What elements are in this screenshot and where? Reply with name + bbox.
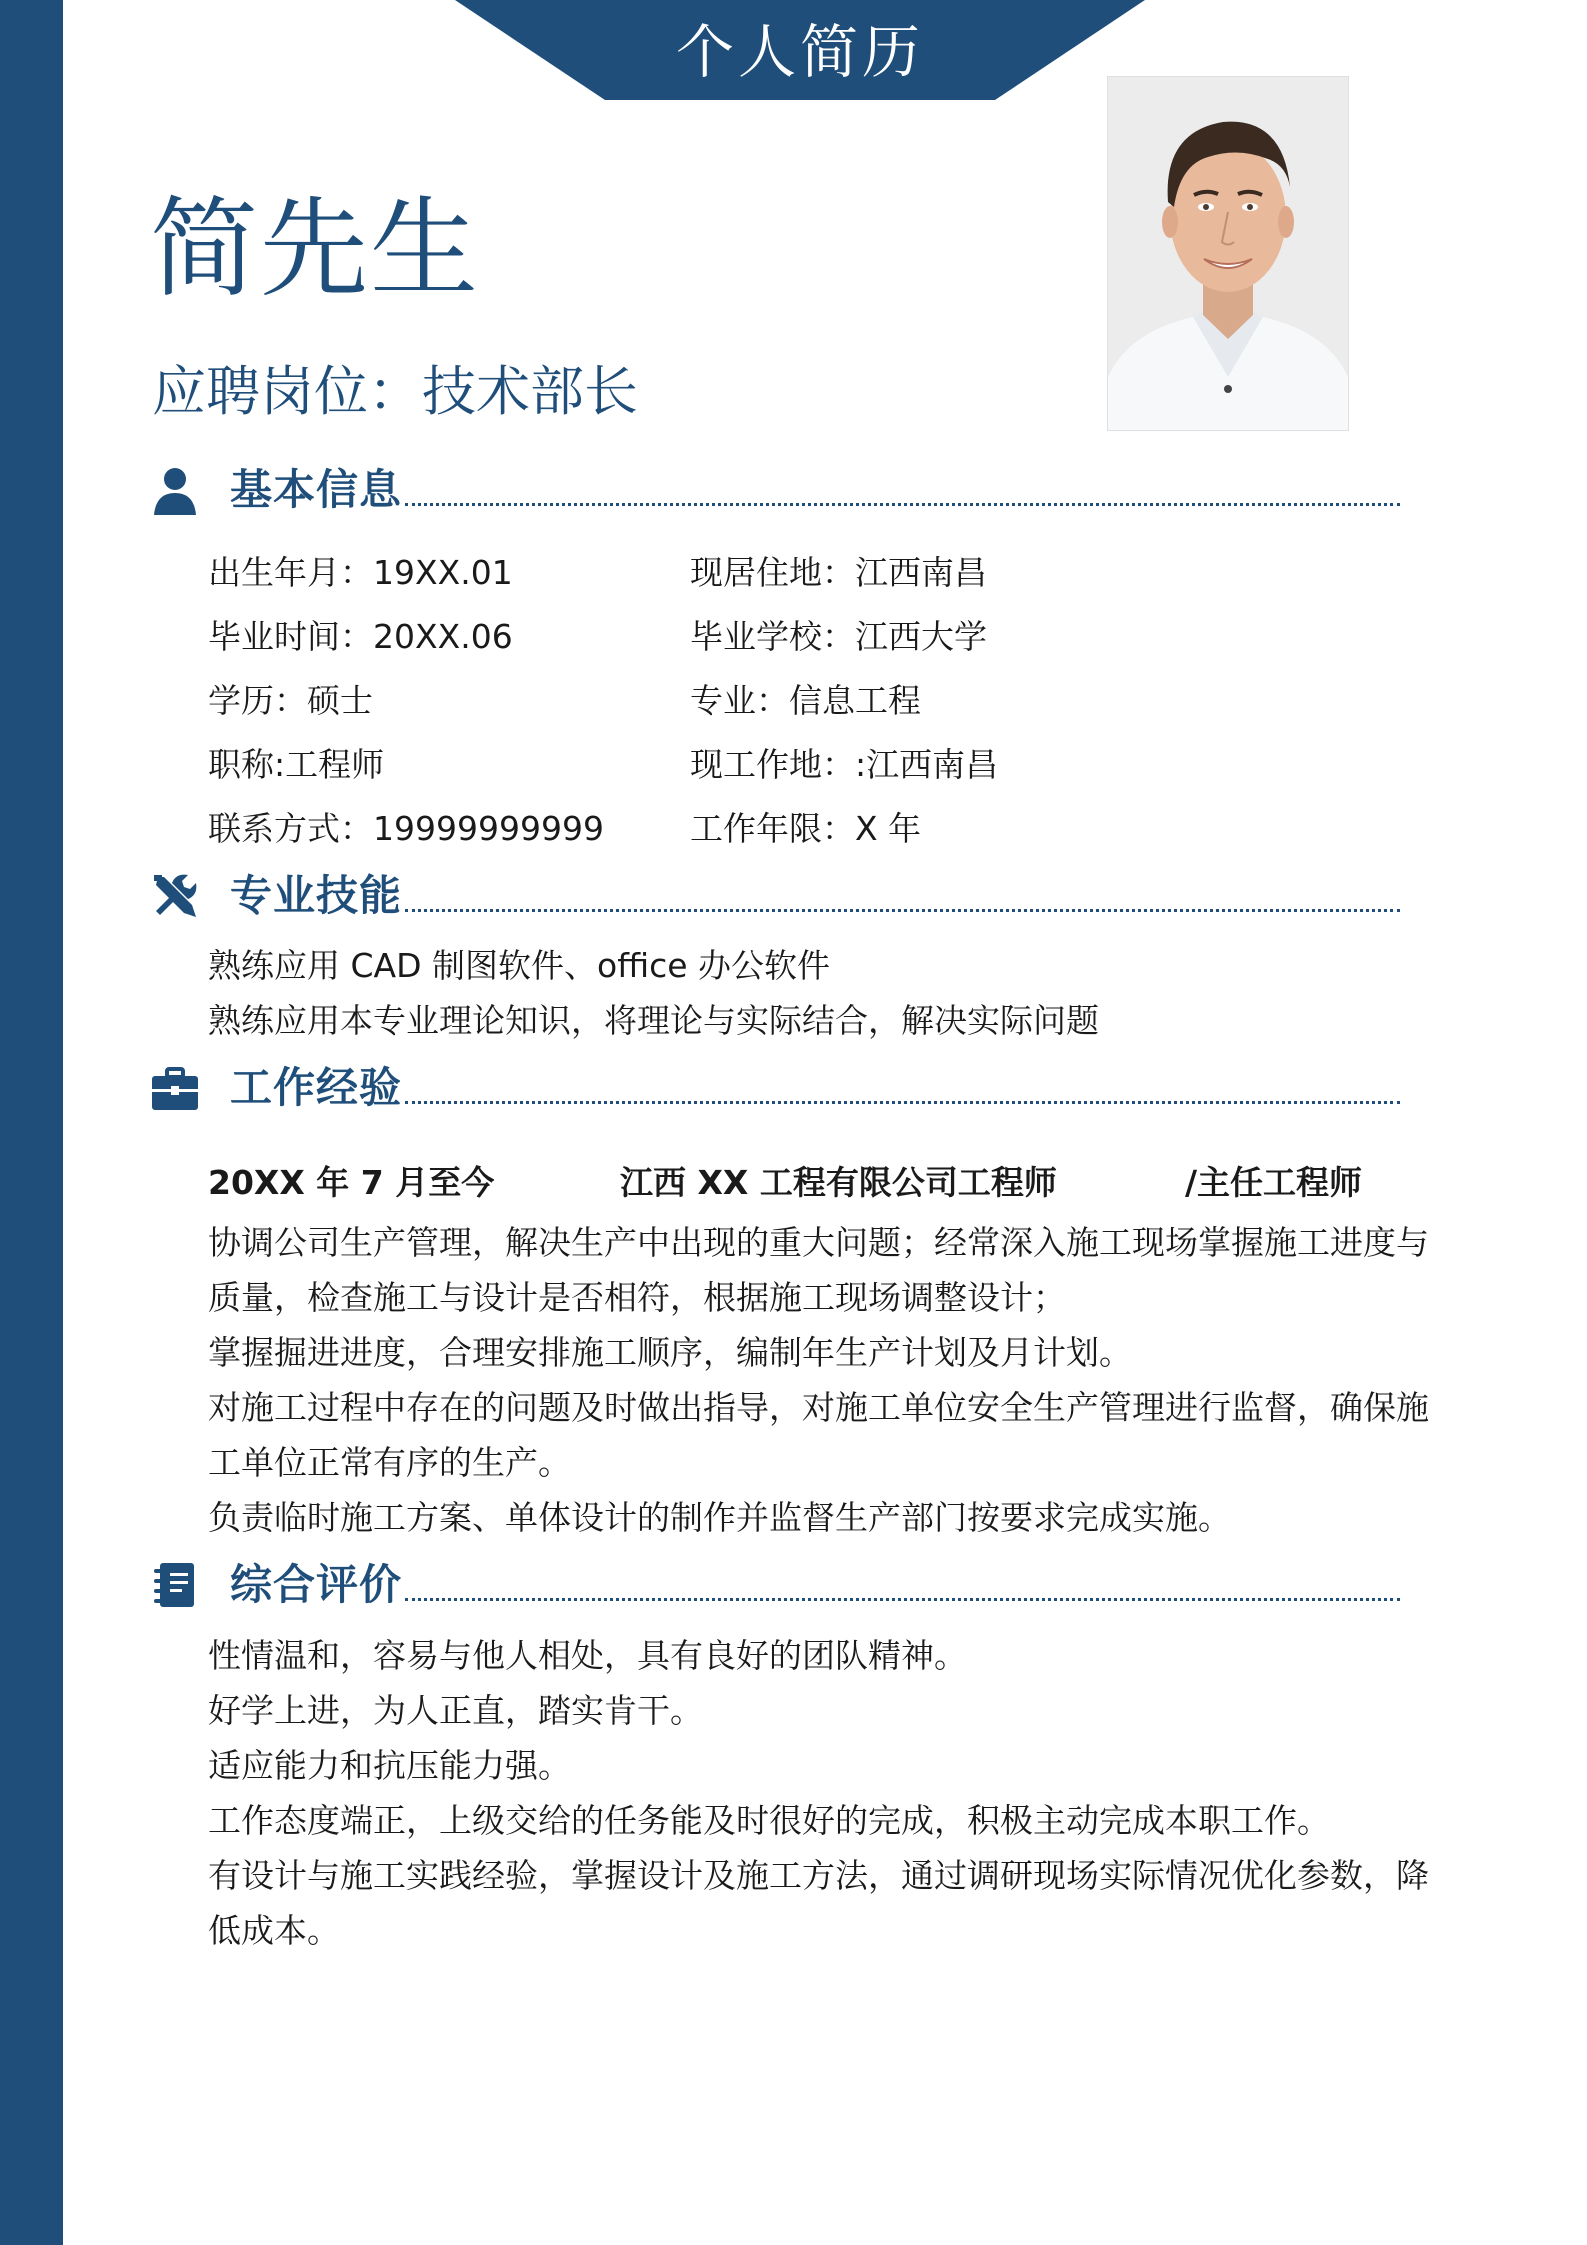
- skills-list: [208, 938, 1448, 1048]
- header-banner: [455, 0, 1145, 100]
- skill-line: 熟练应用 CAD 制图软件、office 办公软件: [208, 946, 831, 985]
- section-divider: [405, 503, 1400, 506]
- section-divider: [405, 1101, 1400, 1104]
- info-right: 毕业学校：江西大学: [690, 617, 987, 656]
- briefcase-icon: [150, 1063, 200, 1113]
- section-title: 基本信息: [230, 465, 403, 514]
- info-row: [208, 548, 1308, 598]
- info-left: 联系方式：19999999999: [208, 809, 604, 848]
- section-divider: [405, 1598, 1400, 1601]
- section-divider: [405, 909, 1400, 912]
- job-header: [208, 1155, 1448, 1210]
- job-role: /主任工程师: [1185, 1163, 1363, 1202]
- job-period: 20XX 年 7 月至今: [208, 1163, 495, 1202]
- candidate-name: 简先生: [150, 187, 481, 312]
- info-row: [208, 612, 1308, 662]
- info-right: 专业：信息工程: [690, 681, 921, 720]
- notebook-icon: [150, 1560, 200, 1610]
- info-row: [208, 740, 1308, 790]
- info-right: 现工作地：:江西南昌: [690, 745, 999, 784]
- section-work-experience: [150, 1058, 1400, 1118]
- evaluation-line: 性情温和，容易与他人相处，具有良好的团队精神。: [208, 1636, 967, 1675]
- info-row: [208, 804, 1308, 854]
- evaluation-line: 有设计与施工实践经验，掌握设计及施工方法，通过调研现场实际情况优化参数，降低成本。: [208, 1856, 1429, 1950]
- person-icon: [150, 465, 200, 515]
- work-duties: [208, 1215, 1448, 1545]
- section-title: 综合评价: [230, 1560, 403, 1609]
- section-title: 工作经验: [230, 1063, 403, 1112]
- banner-title: 个人简历: [675, 18, 924, 86]
- info-left: 职称:工程师: [208, 745, 385, 784]
- profile-photo: [1107, 76, 1349, 431]
- section-skills: [150, 866, 1400, 926]
- info-left: 出生年月：19XX.01: [208, 553, 513, 592]
- applied-position: 应聘岗位：技术部长: [152, 360, 638, 423]
- info-left: 毕业时间：20XX.06: [208, 617, 513, 656]
- info-right: 现居住地：江西南昌: [690, 553, 987, 592]
- duty-line: 掌握掘进进度，合理安排施工顺序，编制年生产计划及月计划。: [208, 1333, 1132, 1372]
- duty-line: 对施工过程中存在的问题及时做出指导，对施工单位安全生产管理进行监督，确保施工单位正常有序的生产。: [208, 1388, 1429, 1482]
- info-right: 工作年限：X 年: [690, 809, 922, 848]
- evaluation-line: 适应能力和抗压能力强。: [208, 1746, 571, 1785]
- job-company: 江西 XX 工程有限公司工程师: [620, 1163, 1057, 1202]
- section-title: 专业技能: [230, 871, 403, 920]
- info-left: 学历：硕士: [208, 681, 373, 720]
- section-basic-info: [150, 460, 1400, 520]
- left-sidebar-bar: [0, 0, 63, 2245]
- evaluation-line: 好学上进，为人正直，踏实肯干。: [208, 1691, 703, 1730]
- duty-line: 负责临时施工方案、单体设计的制作并监督生产部门按要求完成实施。: [208, 1498, 1231, 1537]
- tools-icon: [150, 871, 200, 921]
- duty-line: 协调公司生产管理，解决生产中出现的重大问题；经常深入施工现场掌握施工进度与质量，检查施工与设计是否相符，根据施工现场调整设计；: [208, 1223, 1429, 1317]
- evaluation-line: 工作态度端正，上级交给的任务能及时很好的完成，积极主动完成本职工作。: [208, 1801, 1330, 1840]
- info-row: [208, 676, 1308, 726]
- section-evaluation: [150, 1555, 1400, 1615]
- skill-line: 熟练应用本专业理论知识，将理论与实际结合，解决实际问题: [208, 1001, 1099, 1040]
- evaluation-list: [208, 1628, 1448, 1958]
